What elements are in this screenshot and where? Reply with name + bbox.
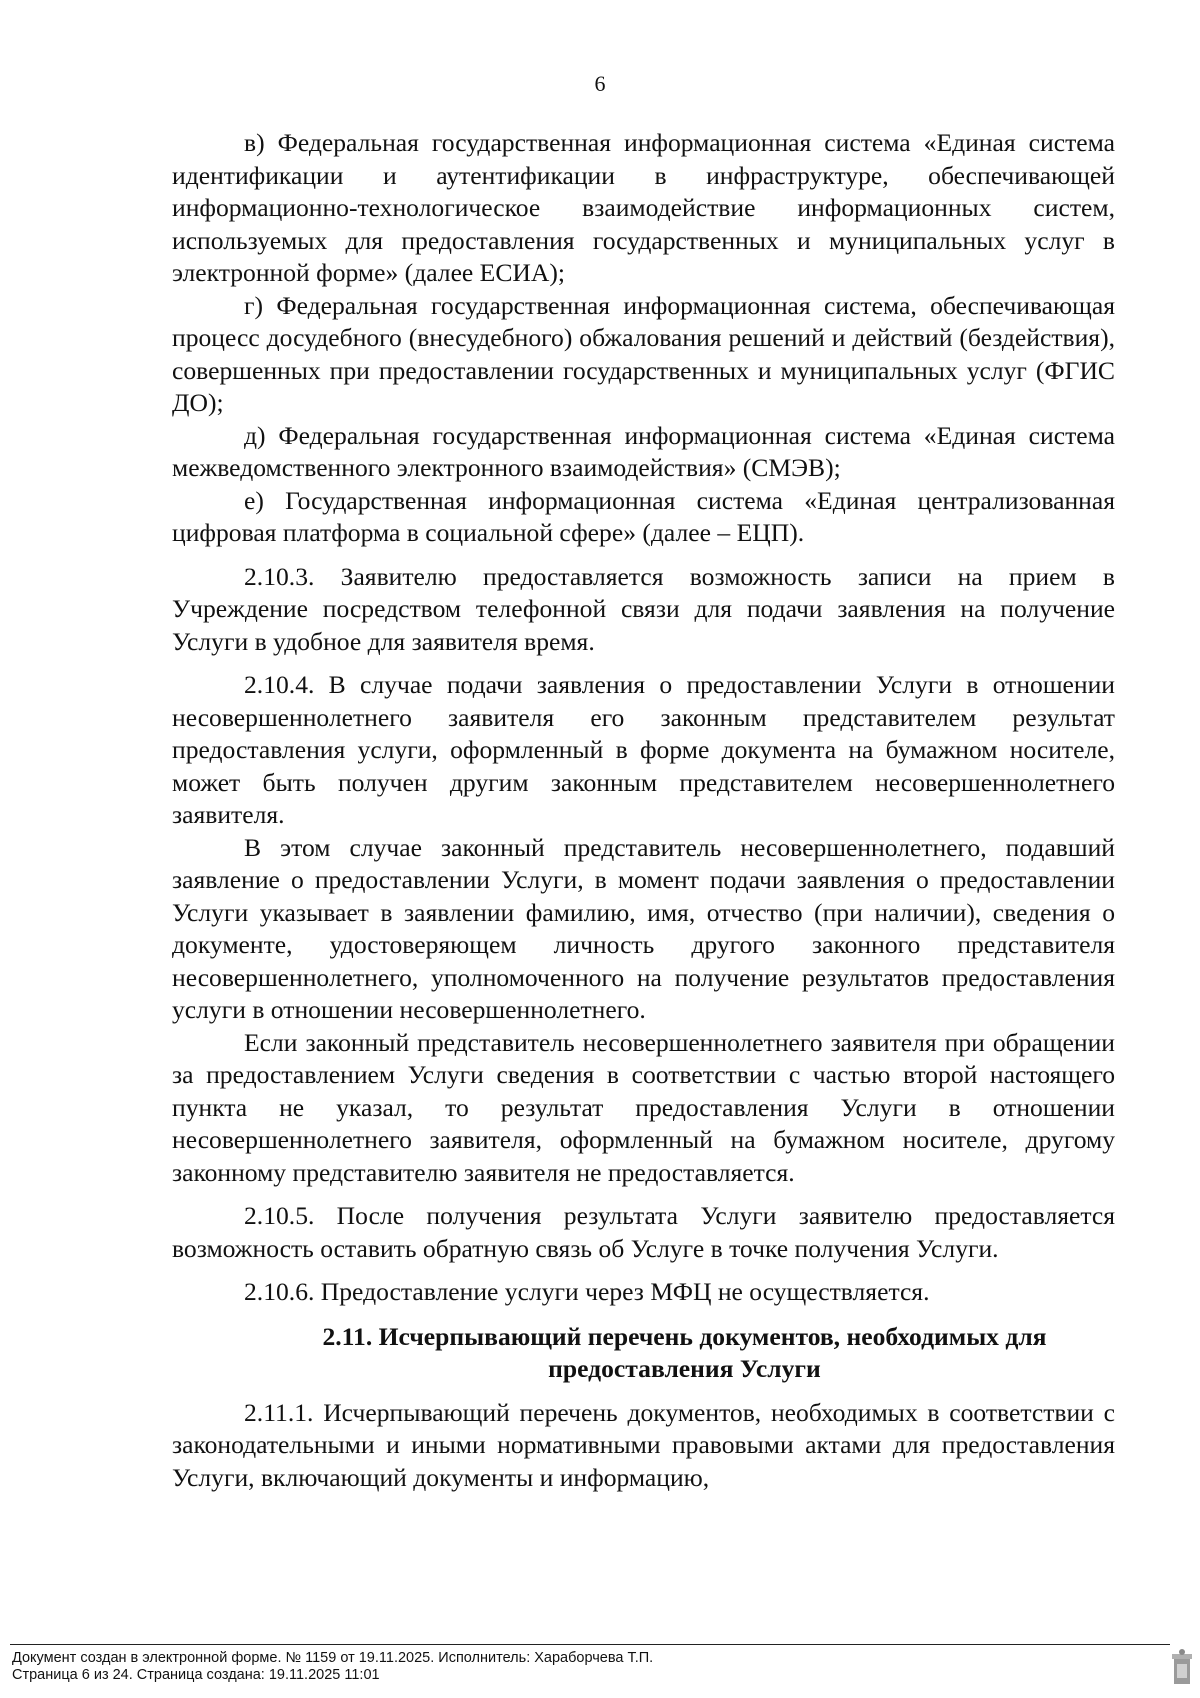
document-body bbox=[172, 127, 1115, 1494]
paragraph-2-10-4-third: Если законный представитель несовершеннолетнего заявителя при обращении за предоставлением Услуги сведения в соответствии с частью второй настоящего пункта не указал, то результат предоставления Услуги в отношении несовершеннолетнего заявителя, оформленный на бумажном носителе, другому законному представителю заявителя не предоставляется. bbox=[172, 1027, 1115, 1187]
paragraph-d: д) Федеральная государственная информационная система «Единая система межведомственного электронного взаимодействия» (СМЭВ); bbox=[172, 420, 1115, 482]
section-heading-2-11: 2.11. Исчерпывающий перечень документов, необходимых для предоставления Услуги bbox=[322, 1321, 1047, 1383]
paragraph-2-10-4: 2.10.4. В случае подачи заявления о предоставлении Услуги в отношении несовершеннолетнего заявителя его законным представителем результат предоставления услуги, оформленный в форме документа на бумажном носителе, может быть получен другим законным представителем несовершеннолетнего заявителя. bbox=[172, 670, 1115, 829]
footer-line-2: Страница 6 из 24. Страница создана: 19.11.2025 11:01 bbox=[12, 1667, 380, 1683]
document-footer bbox=[12, 1650, 1162, 1684]
paragraph-2-11-1: 2.11.1. Исчерпывающий перечень документов, необходимых в соответствии с законодательными и иными нормативными правовыми актами для предоставления Услуги, включающий документы и информацию, bbox=[172, 1397, 1115, 1492]
page-number: 6 bbox=[594, 71, 606, 96]
paragraph-v: в) Федеральная государственная информационная система «Единая система идентификации и аутентификации в инфраструктуре, обеспечивающей информационно-технологическое взаимодействие информационных систем, используемых для предоставления государственных и муниципальных услуг в электронной форме» (далее ЕСИА); bbox=[172, 128, 1115, 287]
coat-of-arms-icon bbox=[1170, 1648, 1194, 1688]
paragraph-e: е) Государственная информационная система «Единая централизованная цифровая платформа в социальной сфере» (далее – ЕЦП). bbox=[172, 485, 1115, 547]
footer-line-1: Документ создан в электронной форме. № 1159 от 19.11.2025. Исполнитель: Хараборчева Т.П. bbox=[12, 1650, 654, 1666]
paragraph-2-10-4-second: В этом случае законный представитель несовершеннолетнего, подавший заявление о предоставлении Услуги, в момент подачи заявления о предоставлении Услуги указывает в заявлении фамилию, имя, отчество (при наличии), сведения о документе, удостоверяющем личность другого законного представителя несовершеннолетнего, уполномоченного на получение результатов предоставления услуги в отношении несовершеннолетнего. bbox=[172, 832, 1115, 1024]
paragraph-2-10-6: 2.10.6. Предоставление услуги через МФЦ не осуществляется. bbox=[244, 1277, 930, 1306]
paragraph-2-10-5: 2.10.5. После получения результата Услуги заявителю предоставляется возможность оставить обратную связь об Услуге в точке получения Услуги. bbox=[172, 1201, 1115, 1263]
paragraph-2-10-3: 2.10.3. Заявителю предоставляется возможность записи на прием в Учреждение посредством телефонной связи для подачи заявления на получение Услуги в удобное для заявителя время. bbox=[172, 561, 1115, 656]
footer-divider bbox=[10, 1644, 1170, 1645]
paragraph-g: г) Федеральная государственная информационная система, обеспечивающая процесс досудебного (внесудебного) обжалования решений и действий (бездействия), совершенных при предоставлении государственных и муниципальных услуг (ФГИС ДО); bbox=[172, 290, 1115, 417]
